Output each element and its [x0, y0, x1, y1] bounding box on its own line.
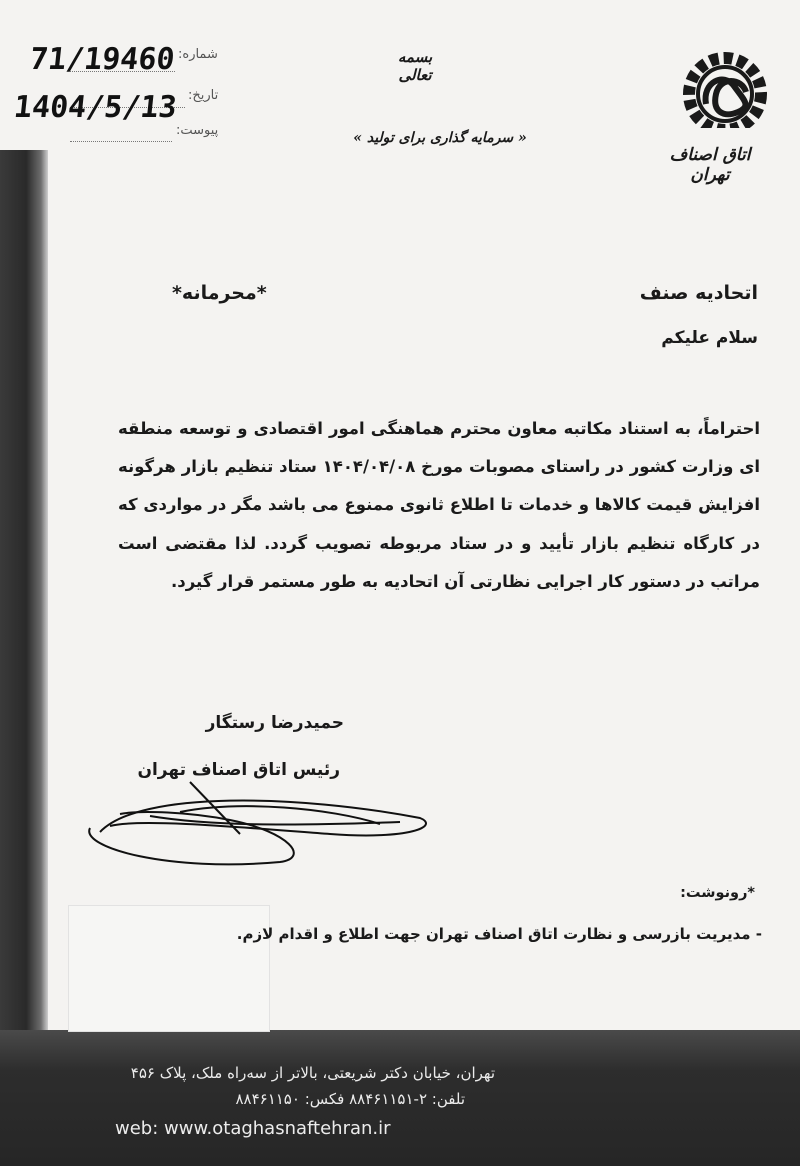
- letter-date: 1404/5/13: [12, 90, 179, 125]
- classification-badge: *محرمانه*: [172, 282, 267, 304]
- scan-shadow-left: [0, 150, 48, 1166]
- signatory-title: رئیس اتاق اصناف تهران: [137, 760, 340, 780]
- number-label: شماره:: [178, 47, 218, 62]
- footer-phone: تلفن: ۲-۸۸۴۶۱۱۵۱ فکس: ۸۸۴۶۱۱۵۰: [235, 1090, 465, 1108]
- cc-title: *رونوشت:: [680, 885, 755, 901]
- footer-address: تهران، خیابان دکتر شریعتی، بالاتر از سه‌راه ملک، پلاک ۴۵۶: [130, 1064, 495, 1082]
- letter-number: 71/19460: [28, 42, 177, 77]
- attachment-line: [70, 140, 172, 142]
- letter-body: احتراماً، به استناد مکاتبه معاون محترم هماهنگی امور اقتصادی و توسعه منطقه ای وزارت کشور در راستای مصوبات مورخ ۱۴۰۴/۰۴/۰۸ ستاد تنظیم بازار هرگونه افزایش قیمت کالاها و خدمات تا اطلاع ثانوی ممنوع می باشد مگر در مواردی که در کارگاه تنظیم بازار تأیید و در ستاد مربوطه تصویب گردد. لذا مقتضی است مراتب در دستور کار اجرایی نظارتی آن اتحادیه به طور مستمر قرار گیرد.: [118, 419, 761, 591]
- footer-website: web: www.otaghasnaftehran.ir: [115, 1118, 391, 1139]
- basmala: بسمه تعالی: [397, 48, 433, 84]
- date-label: تاریخ:: [188, 88, 219, 103]
- signatory-name: حمیدرضا رستگار: [205, 713, 344, 733]
- cc-line: - مدیریت بازرسی و نظارت اتاق اصناف تهران جهت اطلاع و اقدام لازم.: [236, 925, 762, 943]
- attachment-label: پیوست:: [176, 123, 219, 138]
- slogan: « سرمایه گذاری برای تولید »: [353, 130, 527, 146]
- recipient: اتحادیه صنف: [639, 282, 758, 304]
- organization-name: اتاق اصناف تهران: [669, 145, 751, 185]
- handwritten-signature: [80, 770, 440, 880]
- gear-knot-logo-icon: [672, 42, 778, 138]
- greeting: سلام علیکم: [661, 328, 758, 348]
